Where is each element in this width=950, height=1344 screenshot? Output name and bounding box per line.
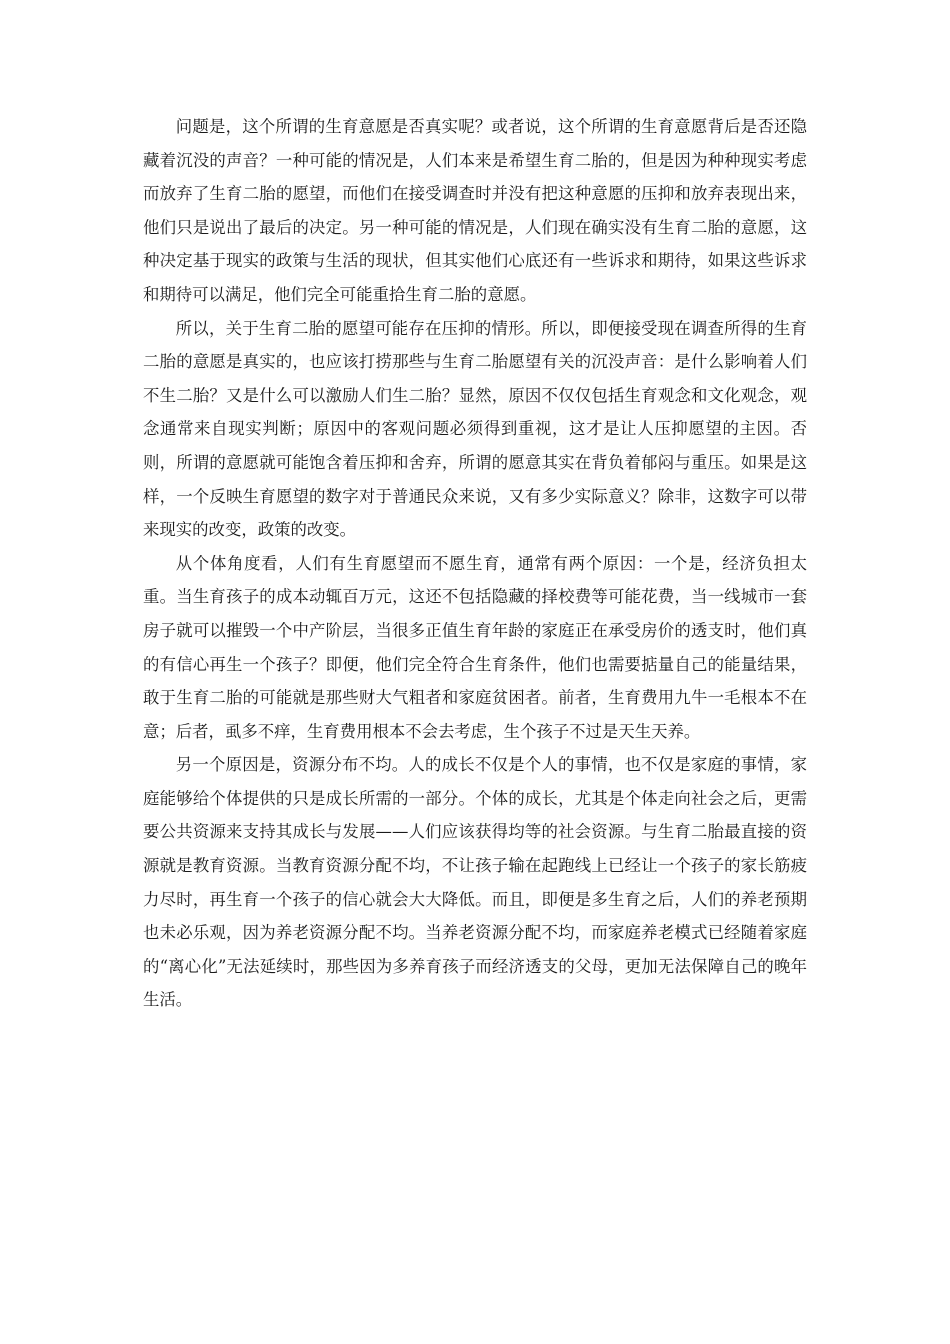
paragraph-1: 问题是，这个所谓的生育意愿是否真实呢？或者说，这个所谓的生育意愿背后是否还隐藏着沉没的声音？一种可能的情况是，人们本来是希望生育二胎的，但是因为种种现实考虑而放弃了生育二胎的愿望，而他们在接受调查时并没有把这种意愿的压抑和放弃表现出来，他们只是说出了最后的决定。另一种可能的情况是，人们现在确实没有生育二胎的意愿，这种决定基于现实的政策与生活的现状，但其实他们心底还有一些诉求和期待，如果这些诉求和期待可以满足，他们完全可能重拾生育二胎的意愿。	[143, 117, 807, 304]
paragraph-4: 另一个原因是，资源分布不均。人的成长不仅是个人的事情，也不仅是家庭的事情，家庭能够给个体提供的只是成长所需的一部分。个体的成长，尤其是个体走向社会之后，更需要公共资源来支持其成长与发展——人们应该获得均等的社会资源。与生育二胎最直接的资源就是教育资源。当教育资源分配不均，不让孩子输在起跑线上已经让一个孩子的家长筋疲力尽时，再生育一个孩子的信心就会大大降低。而且，即便是多生育之后，人们的养老预期也未必乐观，因为养老资源分配不均。当养老资源分配不均，而家庭养老模式已经随着家庭的“离心化”无法延续时，那些因为多养育孩子而经济透支的父母，更加无法保障自己的晚年生活。	[143, 755, 807, 1010]
paragraph-3: 从个体角度看，人们有生育愿望而不愿生育，通常有两个原因：一个是，经济负担太重。当生育孩子的成本动辄百万元，这还不包括隐藏的择校费等可能花费，当一线城市一套房子就可以摧毁一个中产阶层，当很多正值生育年龄的家庭正在承受房价的透支时，他们真的有信心再生一个孩子？即便，他们完全符合生育条件，他们也需要掂量自己的能量结果，敢于生育二胎的可能就是那些财大气粗者和家庭贫困者。前者，生育费用九牛一毛根本不在意；后者，虱多不痒，生育费用根本不会去考虑，生个孩子不过是天生天养。	[143, 553, 807, 741]
document-body	[143, 110, 807, 1017]
paragraph-2: 所以，关于生育二胎的愿望可能存在压抑的情形。所以，即便接受现在调查所得的生育二胎的意愿是真实的，也应该打捞那些与生育二胎愿望有关的沉没声音：是什么影响着人们不生二胎？又是什么可以激励人们生二胎？显然，原因不仅仅包括生育观念和文化观念，观念通常来自现实判断；原因中的客观问题必须得到重视，这才是让人压抑愿望的主因。否则，所谓的意愿就可能饱含着压抑和舍弃，所谓的愿意其实在背负着郁闷与重压。如果是这样，一个反映生育愿望的数字对于普通民众来说，又有多少实际意义？除非，这数字可以带来现实的改变，政策的改变。	[143, 318, 807, 540]
